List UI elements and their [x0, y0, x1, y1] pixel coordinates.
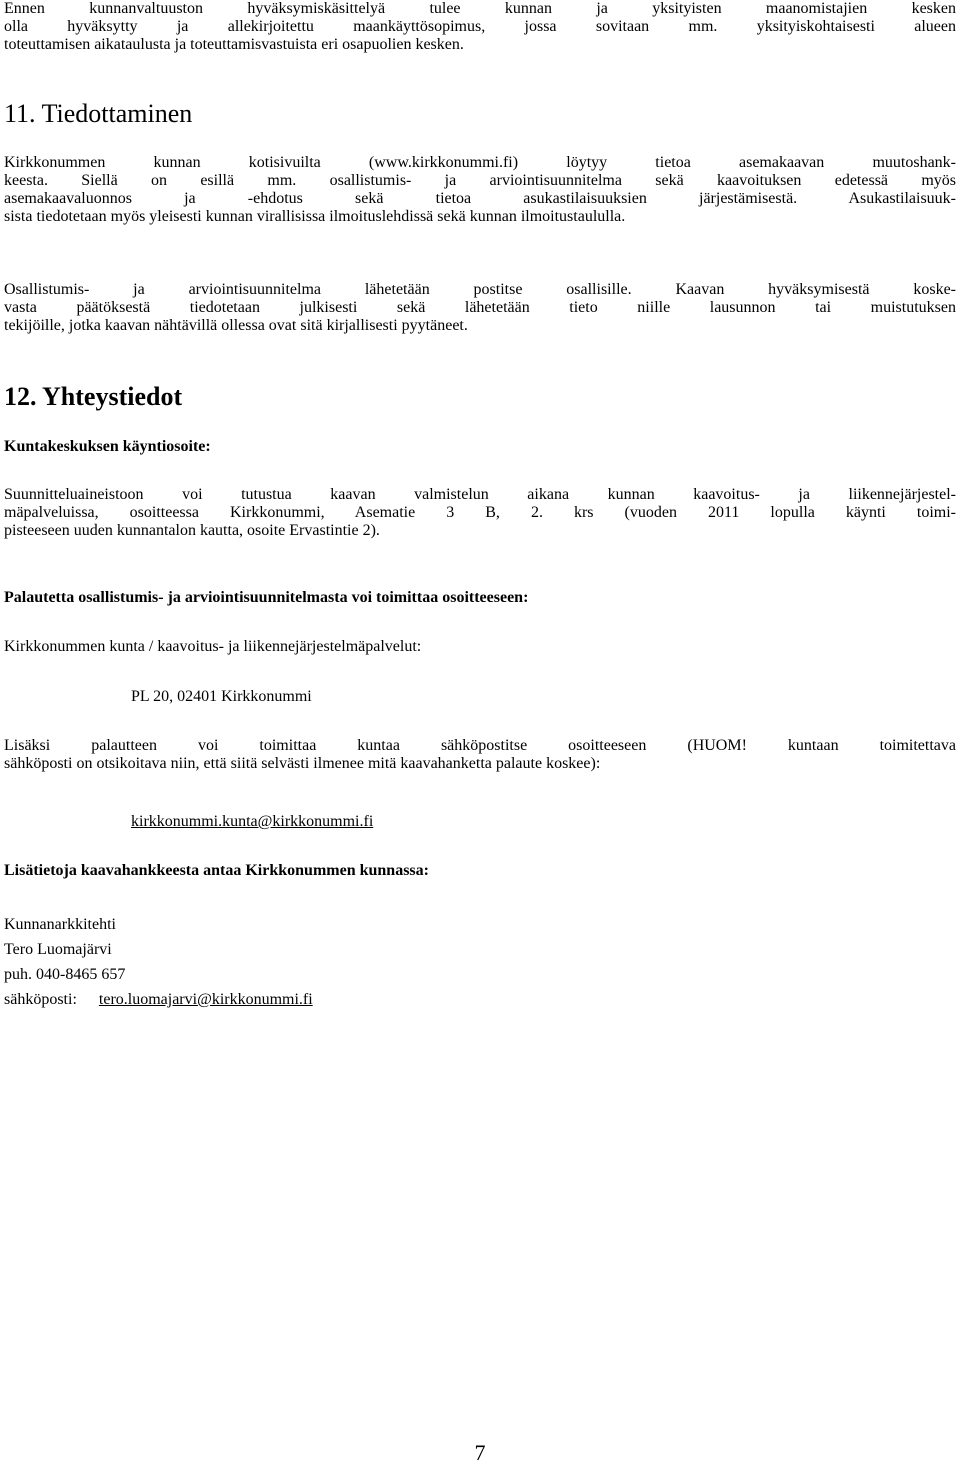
- text-line: vasta päätöksestä tiedotetaan julkisesti sekä lähetetään tieto niille lausunnon tai muistutuksen: [4, 299, 956, 316]
- text-line: asemakaavaluonnos ja -ehdotus sekä tietoa asukastilaisuuksien järjestämisestä. Asukastilaisuuk-: [4, 190, 956, 207]
- text-line: Suunnitteluaineistoon voi tutustua kaavan valmistelun aikana kunnan kaavoitus- ja liikennejärjestel-: [4, 486, 956, 503]
- section-12-heading: 12. Yhteystiedot: [4, 382, 183, 411]
- contact-email-label: sähköposti:: [4, 991, 77, 1008]
- contact-heading: Lisätietoja kaavahankkeesta antaa Kirkkonummen kunnassa:: [4, 862, 429, 879]
- feedback-heading: Palautetta osallistumis- ja arviointisuunnitelmasta voi toimittaa osoitteeseen:: [4, 589, 529, 606]
- contact-email-link[interactable]: tero.luomajarvi@kirkkonummi.fi: [98, 991, 313, 1008]
- text-line: mäpalveluissa, osoitteessa Kirkkonummi, Asematie 3 B, 2. krs (vuoden 2011 lopulla käynti toimi-: [4, 504, 956, 521]
- text-line: toteuttamisen aikataulusta ja toteuttamisvastuista eri osapuolien kesken.: [4, 36, 464, 53]
- text-line: sähköposti on otsikoitava niin, että siitä selvästi ilmenee mitä kaavahanketta palaute koskee):: [4, 755, 601, 772]
- contact-phone: puh. 040-8465 657: [4, 966, 126, 983]
- municipal-email-row: [4, 813, 960, 831]
- visit-address-paragraph: [4, 486, 956, 540]
- section-11-heading: 11. Tiedottaminen: [4, 99, 193, 128]
- text-line: tekijöille, jotka kaavan nähtävillä ollessa ovat sitä kirjallisesti pyytäneet.: [4, 317, 468, 334]
- visit-address-heading: Kuntakeskuksen käyntiosoite:: [4, 438, 211, 455]
- contact-name: Tero Luomajärvi: [4, 941, 112, 958]
- contact-block: [4, 912, 956, 1012]
- text-line: keesta. Siellä on esillä mm. osallistumis- ja arviointisuunnitelma sekä kaavoituksen edetessä myös: [4, 172, 956, 189]
- contact-title: Kunnanarkkitehti: [4, 916, 116, 933]
- email-paragraph: [4, 737, 956, 773]
- intro-paragraph: [4, 0, 956, 54]
- text-line: Lisäksi palautteen voi toimittaa kuntaa sähköpostitse osoitteeseen (HUOM! kuntaan toimitettava: [4, 737, 956, 754]
- text-line: Ennen kunnanvaltuuston hyväksymiskäsittelyä tulee kunnan ja yksityisten maanomistajien kesken: [4, 0, 956, 17]
- contact-email-row: [4, 987, 956, 1012]
- text-line: pisteeseen uuden kunnantalon kautta, osoite Ervastintie 2).: [4, 522, 380, 539]
- text-line: Kirkkonummen kunnan kotisivuilta (www.kirkkonummi.fi) löytyy tietoa asemakaavan muutoshank-: [4, 154, 956, 171]
- municipal-email-link[interactable]: kirkkonummi.kunta@kirkkonummi.fi: [131, 813, 374, 830]
- postal-address: PL 20, 02401 Kirkkonummi: [131, 688, 312, 705]
- text-line: olla hyväksytty ja allekirjoitettu maankäyttösopimus, jossa sovitaan mm. yksityiskohtaisesti alueen: [4, 18, 956, 35]
- page-number: 7: [474, 1440, 486, 1465]
- section-11-paragraph-1: [4, 154, 956, 226]
- text-line: sista tiedotetaan myös yleisesti kunnan virallisissa ilmoituslehdissä sekä kunnan ilmoitustaululla.: [4, 208, 626, 225]
- office-name: Kirkkonummen kunta / kaavoitus- ja liikennejärjestelmäpalvelut:: [4, 638, 422, 655]
- text-line: Osallistumis- ja arviointisuunnitelma lähetetään postitse osallisille. Kaavan hyväksymisestä koske-: [4, 281, 956, 298]
- section-11-paragraph-2: [4, 281, 956, 335]
